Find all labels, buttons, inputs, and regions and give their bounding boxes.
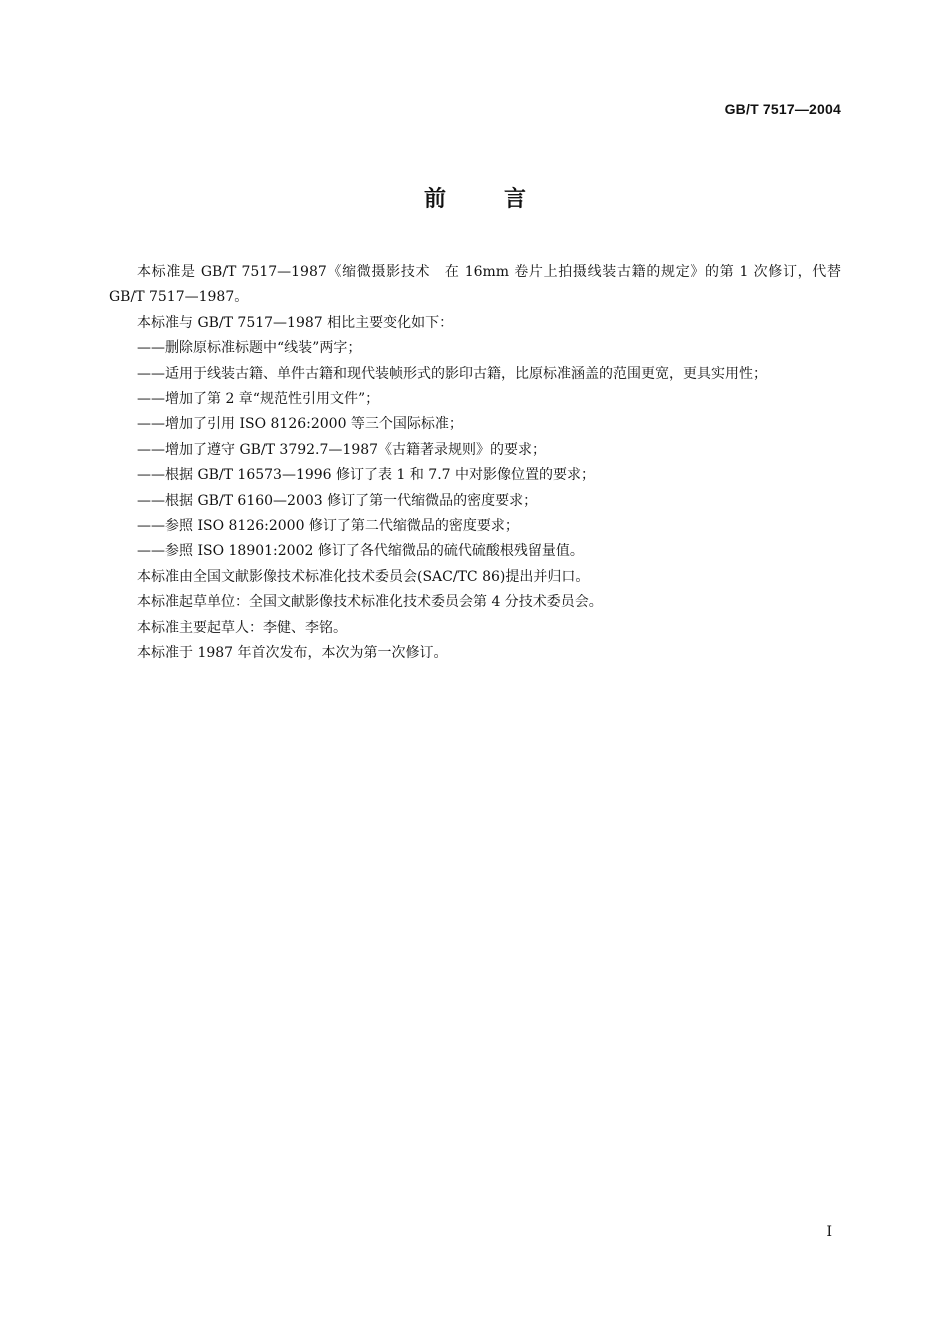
change-item: ——根据 GB/T 16573—1996 修订了表 1 和 7.7 中对影像位置的要求； [137, 467, 596, 484]
standard-number: GB/T 7517—2004 [724, 101, 841, 117]
change-item: ——参照 ISO 18901:2002 修订了各代缩微品的硫代硫酸根残留量值。 [137, 543, 584, 560]
document-body [109, 260, 841, 667]
page-number: I [826, 1224, 832, 1240]
intro-paragraph: 本标准是 GB/T 7517—1987《缩微摄影技术 在 16mm 卷片上拍摄线装古籍的规定》的第 1 次修订，代替 GB/T 7517—1987。 [109, 264, 841, 306]
change-item: ——增加了引用 ISO 8126:2000 等三个国际标准； [137, 416, 463, 433]
change-item: ——参照 ISO 8126:2000 修订了第二代缩微品的密度要求； [137, 518, 519, 535]
drafters-paragraph: 本标准主要起草人：李健、李铭。 [137, 619, 347, 636]
change-item: ——删除原标准标题中“线装”两字； [137, 340, 362, 357]
change-item: ——根据 GB/T 6160—2003 修订了第一代缩微品的密度要求； [137, 492, 538, 509]
proposer-paragraph: 本标准由全国文献影像技术标准化技术委员会(SAC/TC 86)提出并归口。 [137, 568, 590, 585]
changes-intro-paragraph: 本标准与 GB/T 7517—1987 相比主要变化如下： [137, 314, 454, 331]
change-item: ——增加了第 2 章“规范性引用文件”； [137, 391, 380, 408]
page-title: 前言 [423, 187, 584, 212]
drafting-unit-paragraph: 本标准起草单位：全国文献影像技术标准化技术委员会第 4 分技术委员会。 [137, 594, 603, 611]
change-item: ——增加了遵守 GB/T 3792.7—1987《古籍著录规则》的要求； [137, 441, 547, 458]
publication-history-paragraph: 本标准于 1987 年首次发布，本次为第一次修订。 [137, 645, 448, 662]
change-item: ——适用于线装古籍、单件古籍和现代装帧形式的影印古籍，比原标准涵盖的范围更宽，更具实用性； [137, 365, 767, 382]
